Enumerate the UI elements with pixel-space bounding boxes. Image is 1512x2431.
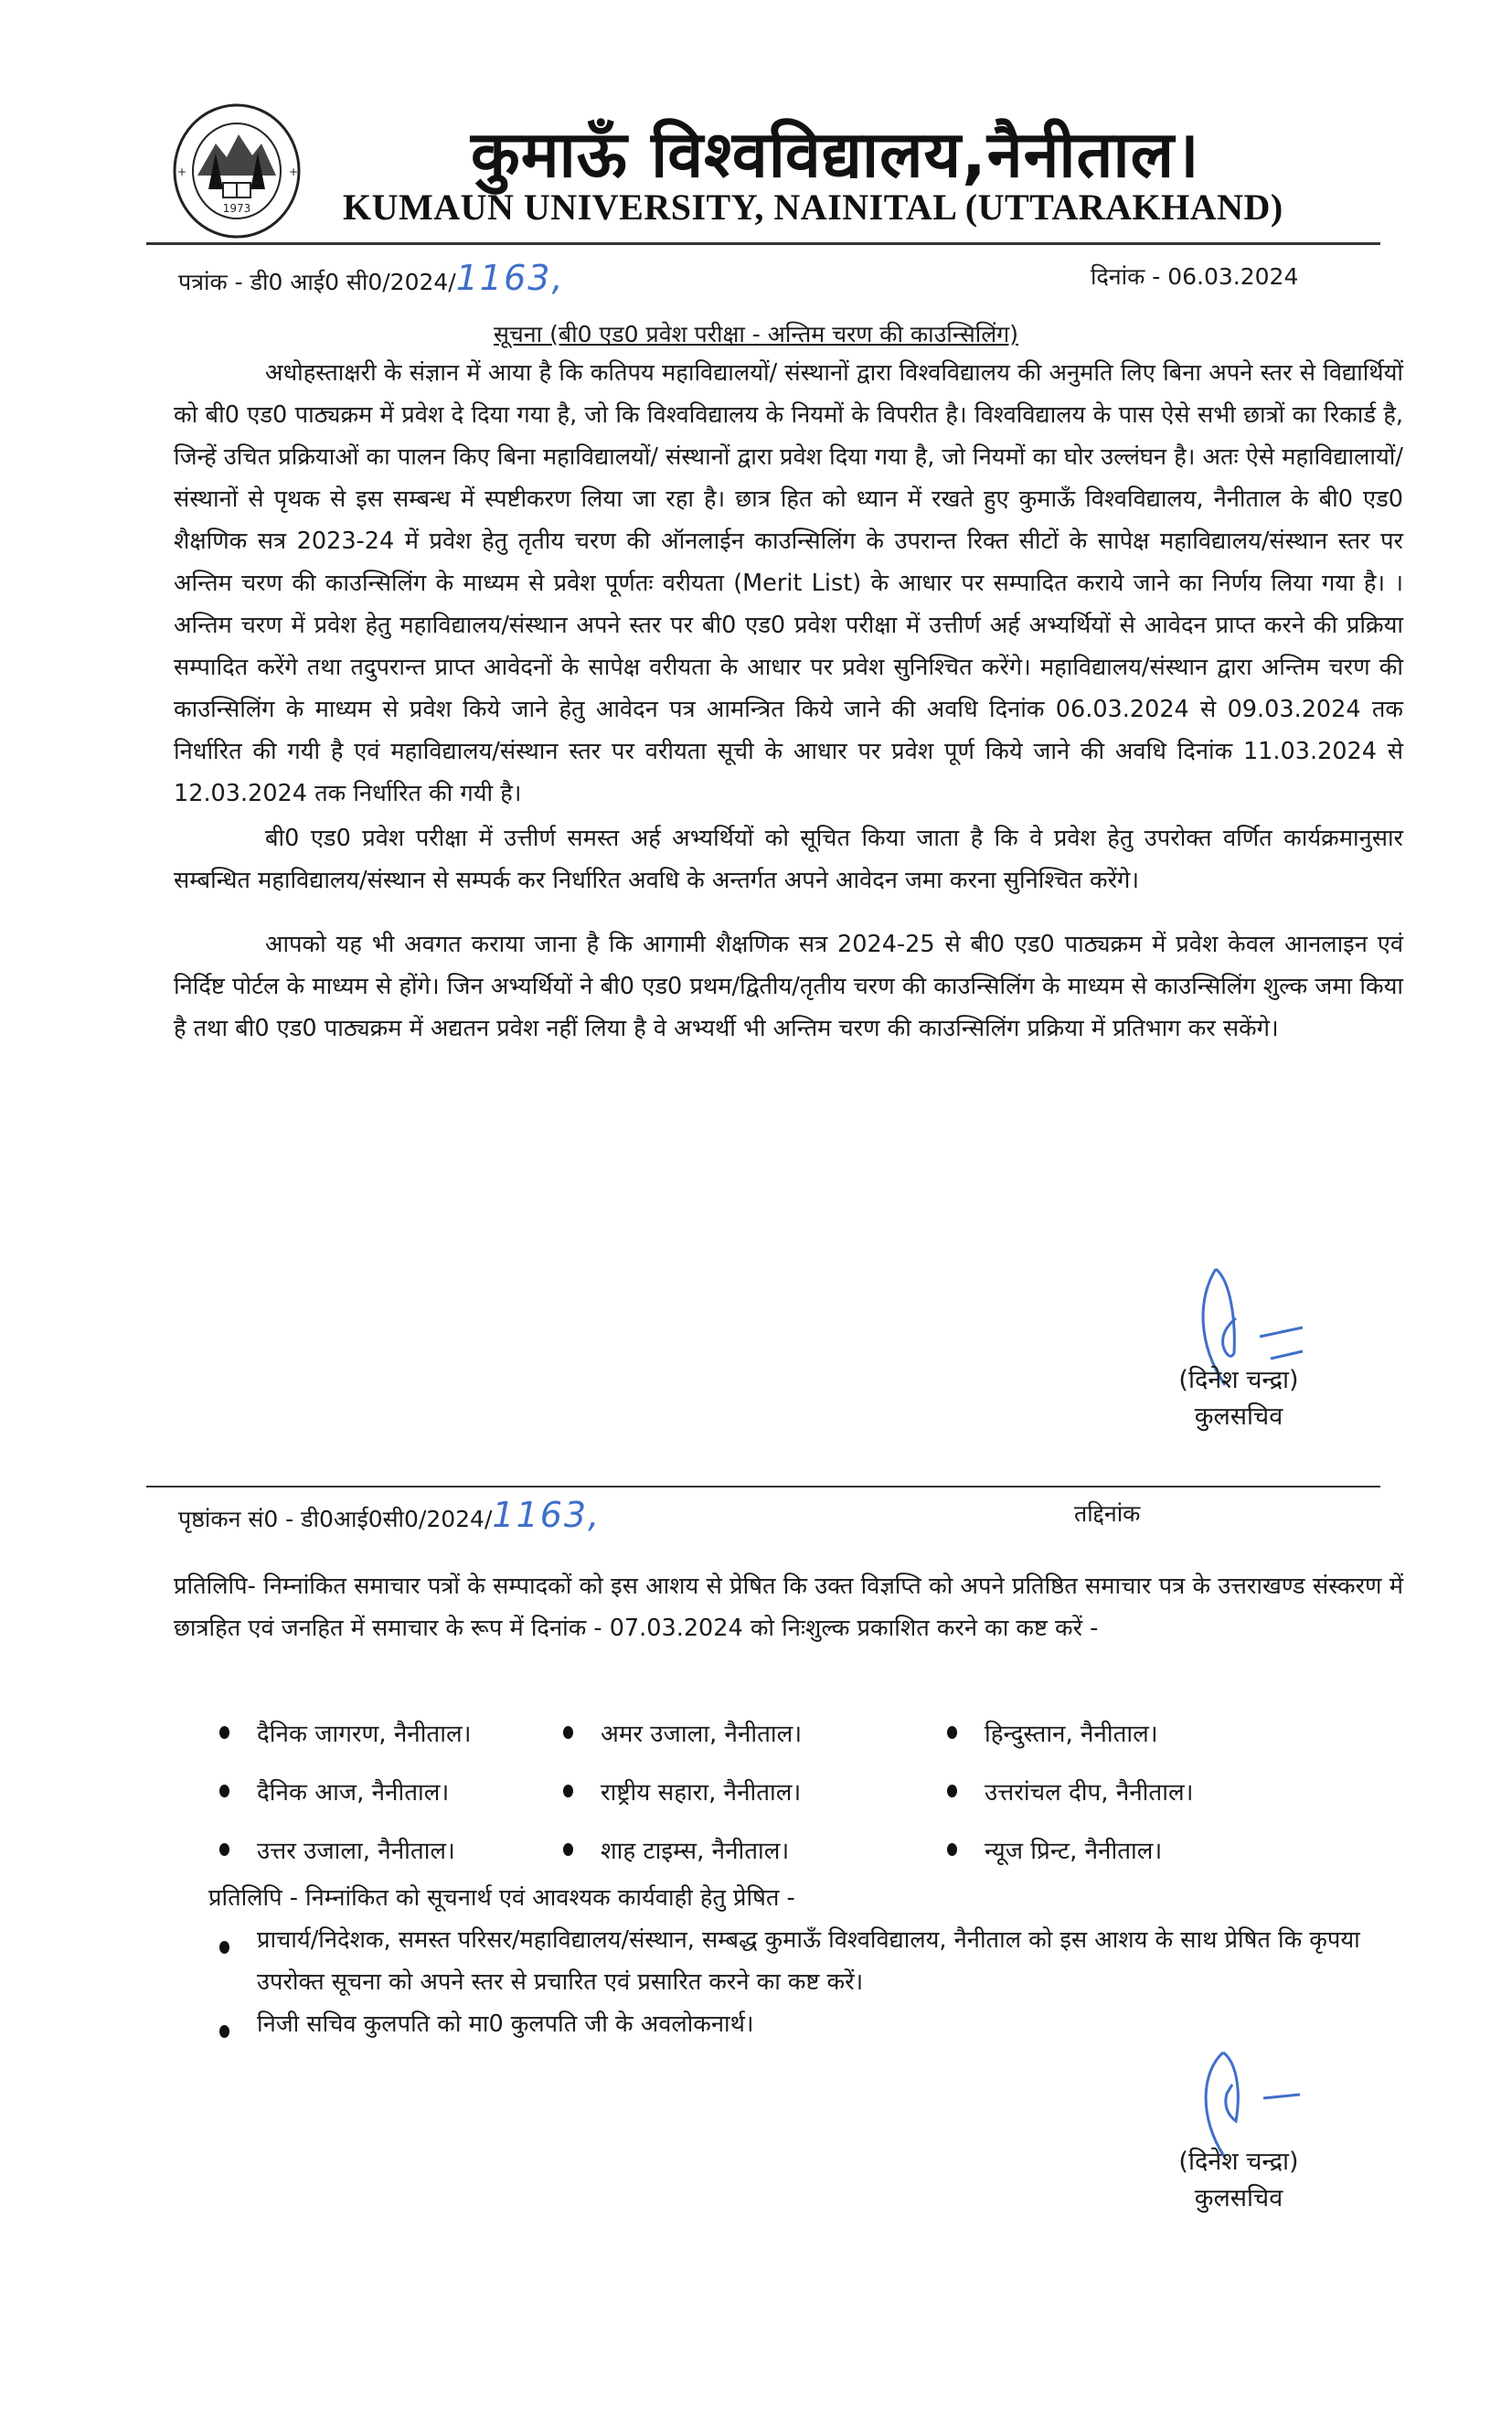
newspaper-list — [219, 1703, 1316, 1879]
signatory-name: (दिनेश चन्द्रा) — [1178, 2148, 1299, 2176]
signatory-designation: कुलसचिव — [1194, 2184, 1283, 2212]
handwritten-endorsement-number: 1163, — [492, 1495, 602, 1535]
signatory-block-endorsement — [1138, 2144, 1339, 2217]
signatory-name: (दिनेश चन्द्रा) — [1178, 1366, 1299, 1394]
newspaper-row — [219, 1762, 1316, 1820]
newspaper-name: राष्ट्रीय सहारा, नैनीताल। — [601, 1779, 802, 1807]
header-divider — [146, 242, 1380, 245]
signatory-designation: कुलसचिव — [1194, 1402, 1283, 1431]
bullet-icon — [219, 2025, 229, 2038]
list-item — [563, 1775, 947, 1807]
endorsement-date: तद्दिनांक — [1074, 1500, 1141, 1527]
newspaper-row — [219, 1703, 1316, 1762]
newspaper-name: दैनिक जागरण, नैनीताल। — [257, 1721, 472, 1748]
copy-for-information-text: प्रतिलिपि - निम्नांकित को सूचनार्थ एवं आवश्यक कार्यवाही हेतु प्रेषित - — [208, 1884, 795, 1912]
handwritten-ref-number: 1163, — [455, 258, 565, 298]
bullet-icon — [947, 1726, 957, 1739]
university-seal-icon — [170, 102, 303, 240]
svg-text:+: + — [289, 165, 299, 178]
list-item — [563, 1833, 947, 1866]
reference-label: पत्रांक - डी0 आई0 सी0/2024/ — [178, 269, 456, 295]
list-item — [219, 1716, 563, 1749]
cc-list — [219, 1919, 1408, 2045]
newspaper-name: उत्तर उजाला, नैनीताल। — [257, 1838, 455, 1865]
reference-number — [178, 258, 565, 298]
bullet-icon — [947, 1843, 957, 1856]
notice-subject: सूचना (बी0 एड0 प्रवेश परीक्षा - अन्तिम चरण की काउन्सिलिंग) — [494, 321, 1018, 347]
bullet-icon — [563, 1785, 573, 1797]
newspaper-name: उत्तरांचल दीप, नैनीताल। — [985, 1779, 1194, 1807]
copy-to-newspapers-text: प्रतिलिपि- निम्नांकित समाचार पत्रों के सम्पादकों को इस आशय से प्रेषित कि उक्त विज्ञप्ति को अपने प्रतिष्ठित समाचार पत्र के उत्तराखण्ड संस्करण में छात्रहित एवं जनहित में समाचार के रूप में दिनांक - 07.03.2024 को निःशुल्क प्रकाशित करने का कष्ट करें - — [174, 1573, 1403, 1642]
endorsement-divider — [146, 1486, 1380, 1487]
bullet-icon — [563, 1843, 573, 1856]
list-item — [219, 1775, 563, 1807]
handwritten-signature-icon — [1179, 2034, 1316, 2162]
list-item — [219, 1919, 1408, 2003]
cc-recipient: प्राचार्य/निदेशक, समस्त परिसर/महाविद्यालय/संस्थान, सम्बद्ध कुमाऊँ विश्वविद्यालय, नैनीताल को इस आशय के साथ प्रेषित कि कृपया उपरोक्त सूचना को अपने स्तर से प्रचारित एवं प्रसारित करने का कष्ट करें। — [257, 1926, 1360, 1996]
list-item — [219, 1833, 563, 1866]
newspaper-name: शाह टाइम्स, नैनीताल। — [601, 1838, 790, 1865]
newspaper-name: हिन्दुस्तान, नैनीताल। — [985, 1721, 1158, 1748]
signatory-block — [1138, 1362, 1339, 1435]
bullet-icon — [219, 1941, 229, 1954]
university-name-english: KUMAUN UNIVERSITY, NAINITAL (UTTARAKHAND) — [343, 187, 1283, 228]
paragraph-2: बी0 एड0 प्रवेश परीक्षा में उत्तीर्ण समस्त अर्ह अभ्यर्थियों को सूचित किया जाता है कि वे प्रवेश हेतु उपरोक्त वर्णित कार्यक्रमानुसार सम्बन्धित महाविद्यालय/संस्थान से सम्पर्क कर निर्धारित अवधि के अन्तर्गत अपने आवेदन जमा करना सुनिश्चित करेंगे। — [174, 825, 1403, 894]
university-name-hindi: कुमाऊँ विश्वविद्यालय,नैनीताल। — [471, 117, 1200, 192]
endorsement-ref-label: पृष्ठांकन सं0 - डी0आई0सी0/2024/ — [178, 1506, 493, 1532]
notice-body — [174, 352, 1403, 1050]
newspaper-name: न्यूज प्रिन्ट, नैनीताल। — [985, 1838, 1163, 1865]
list-item — [947, 1716, 1316, 1749]
list-item — [947, 1833, 1316, 1866]
newspaper-name: दैनिक आज, नैनीताल। — [257, 1779, 450, 1807]
letter-date: दिनांक - 06.03.2024 — [1091, 263, 1299, 290]
paragraph-1: अधोहस्ताक्षरी के संज्ञान में आया है कि कतिपय महाविद्यालयों/ संस्थानों द्वारा विश्वविद्यालय की अनुमति लिए बिना अपने स्तर से विद्यार्थियों को बी0 एड0 पाठ्यक्रम में प्रवेश दे दिया गया है, जो कि विश्वविद्यालय के नियमों के विपरीत है। विश्वविद्यालय के पास ऐसे सभी छात्रों का रिकार्ड है, जिन्हें उचित प्रक्रियाओं का पालन किए बिना महाविद्यालयों/ संस्थानों द्वारा प्रवेश दिया गया है, जो नियमों का घोर उल्लंघन है। अतः ऐसे महाविद्यालायों/संस्थानों से पृथक से इस सम्बन्ध में स्पष्टीकरण लिया जा रहा है। छात्र हित को ध्यान में रखते हुए कुमाऊँ विश्वविद्यालय, नैनीताल के बी0 एड0 शैक्षणिक सत्र 2023-24 में प्रवेश हेतु तृतीय चरण की ऑनलाईन काउन्सिलिंग के उपरान्त रिक्त सीटों के सापेक्ष महाविद्यालय/संस्थान स्तर पर अन्तिम चरण की काउन्सिलिंग के माध्यम से प्रवेश पूर्णतः वरीयता (Merit List) के आधार पर सम्पादित कराये जाने का निर्णय लिया गया है। । अन्तिम चरण में प्रवेश हेतु महाविद्यालय/संस्थान अपने स्तर पर बी0 एड0 प्रवेश परीक्षा में उत्तीर्ण अर्ह अभ्यर्थियों से आवेदन प्राप्त करने की प्रक्रिया सम्पादित करेंगे तथा तदुपरान्त प्राप्त आवेदनों के सापेक्ष वरीयता के आधार पर प्रवेश सुनिश्चित करेंगे। महाविद्यालय/संस्थान द्वारा अन्तिम चरण की काउन्सिलिंग के माध्यम से प्रवेश किये जाने हेतु आवेदन पत्र आमन्त्रित किये जाने की अवधि दिनांक 06.03.2024 से 09.03.2024 तक निर्धारित की गयी है एवं महाविद्यालय/संस्थान स्तर पर वरीयता सूची के आधार पर प्रवेश पूर्ण किये जाने की अवधि दिनांक 11.03.2024 से 12.03.2024 तक निर्धारित की गयी है। — [174, 359, 1403, 807]
list-item — [563, 1716, 947, 1749]
bullet-icon — [947, 1785, 957, 1797]
cc-recipient: निजी सचिव कुलपति को मा0 कुलपति जी के अवलोकनार्थ। — [257, 2010, 754, 2038]
endorsement-reference — [178, 1495, 601, 1535]
bullet-icon — [219, 1843, 229, 1856]
newspaper-name: अमर उजाला, नैनीताल। — [601, 1721, 803, 1748]
svg-text:+: + — [177, 165, 187, 178]
bullet-icon — [219, 1785, 229, 1797]
paragraph-3: आपको यह भी अवगत कराया जाना है कि आगामी शैक्षणिक सत्र 2024-25 से बी0 एड0 पाठ्यक्रम में प्रवेश केवल आनलाइन एवं निर्दिष्ट पोर्टल के माध्यम से होंगे। जिन अभ्यर्थियों ने बी0 एड0 प्रथम/द्वितीय/तृतीय चरण की काउन्सिलिंग के माध्यम से काउन्सिलिंग शुल्क जमा किया है तथा बी0 एड0 पाठ्यक्रम में अद्यतन प्रवेश नहीं लिया है वे अभ्यर्थी भी अन्तिम चरण की काउन्सिलिंग प्रक्रिया में प्रतिभाग कर सकेंगे। — [174, 931, 1403, 1042]
bullet-icon — [563, 1726, 573, 1739]
seal-year: 1973 — [222, 202, 251, 215]
list-item — [947, 1775, 1316, 1807]
bullet-icon — [219, 1726, 229, 1739]
newspaper-row — [219, 1820, 1316, 1879]
